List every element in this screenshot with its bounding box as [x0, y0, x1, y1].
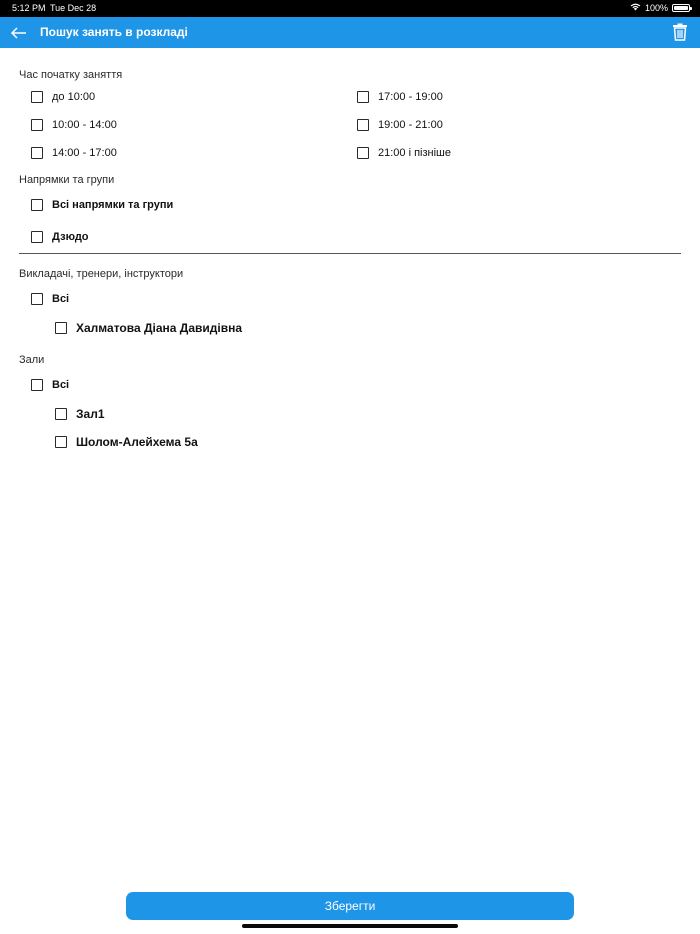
- checkbox[interactable]: [55, 408, 67, 420]
- wifi-icon: [630, 3, 641, 13]
- arrow-left-icon[interactable]: [10, 24, 28, 42]
- option-label: до 10:00: [52, 91, 96, 103]
- option-label: 10:00 - 14:00: [52, 119, 117, 131]
- checkbox[interactable]: [357, 119, 369, 131]
- checkbox[interactable]: [55, 322, 67, 334]
- start-time-option[interactable]: [31, 147, 117, 159]
- hall-option[interactable]: [55, 407, 105, 421]
- status-date: Tue Dec 28: [50, 3, 97, 13]
- checkbox[interactable]: [31, 119, 43, 131]
- page-title: Пошук занять в розкладі: [40, 25, 188, 39]
- start-time-title: Час початку заняття: [19, 69, 123, 81]
- checkbox[interactable]: [357, 147, 369, 159]
- hall-all-option[interactable]: [31, 379, 69, 391]
- halls-title: Зали: [19, 354, 45, 366]
- teachers-title: Викладачі, тренери, інструктори: [19, 268, 184, 280]
- option-label: Халматова Діана Давидівна: [76, 321, 243, 335]
- checkbox[interactable]: [31, 293, 43, 305]
- checkbox[interactable]: [31, 199, 43, 211]
- checkbox[interactable]: [31, 379, 43, 391]
- option-label: 17:00 - 19:00: [378, 91, 443, 103]
- option-label: Всі напрямки та групи: [52, 199, 174, 211]
- teacher-option[interactable]: [55, 321, 242, 335]
- direction-option[interactable]: [31, 231, 89, 243]
- status-right: [630, 3, 690, 13]
- battery-percent: 100%: [644, 3, 668, 13]
- option-label: 19:00 - 21:00: [378, 119, 443, 131]
- start-time-option[interactable]: [31, 91, 95, 103]
- checkbox[interactable]: [55, 436, 67, 448]
- teacher-all-option[interactable]: [31, 293, 69, 305]
- start-time-option[interactable]: [357, 147, 451, 159]
- option-label: Зал1: [76, 407, 105, 421]
- hall-option[interactable]: [55, 435, 198, 449]
- option-label: Всі: [52, 379, 70, 391]
- status-time: 5:12 PM: [12, 3, 46, 13]
- option-label: Дзюдо: [52, 231, 89, 243]
- direction-option[interactable]: [31, 199, 173, 211]
- directions-title: Напрямки та групи: [19, 174, 115, 186]
- checkbox[interactable]: [31, 147, 43, 159]
- option-label: Шолом-Алейхема 5а: [76, 435, 198, 449]
- option-label: 21:00 і пізніше: [378, 147, 451, 159]
- checkbox[interactable]: [31, 231, 43, 243]
- save-button[interactable]: Зберегти: [126, 892, 574, 920]
- start-time-option[interactable]: [357, 119, 443, 131]
- divider: [19, 253, 681, 254]
- option-label: 14:00 - 17:00: [52, 147, 117, 159]
- checkbox[interactable]: [357, 91, 369, 103]
- start-time-option[interactable]: [31, 119, 117, 131]
- app-bar: [0, 17, 700, 48]
- trash-icon[interactable]: [672, 23, 688, 41]
- home-indicator: [242, 924, 458, 928]
- status-bar: [0, 0, 700, 17]
- start-time-option[interactable]: [357, 91, 443, 103]
- battery-icon: [672, 4, 690, 12]
- checkbox[interactable]: [31, 91, 43, 103]
- option-label: Всі: [52, 293, 70, 305]
